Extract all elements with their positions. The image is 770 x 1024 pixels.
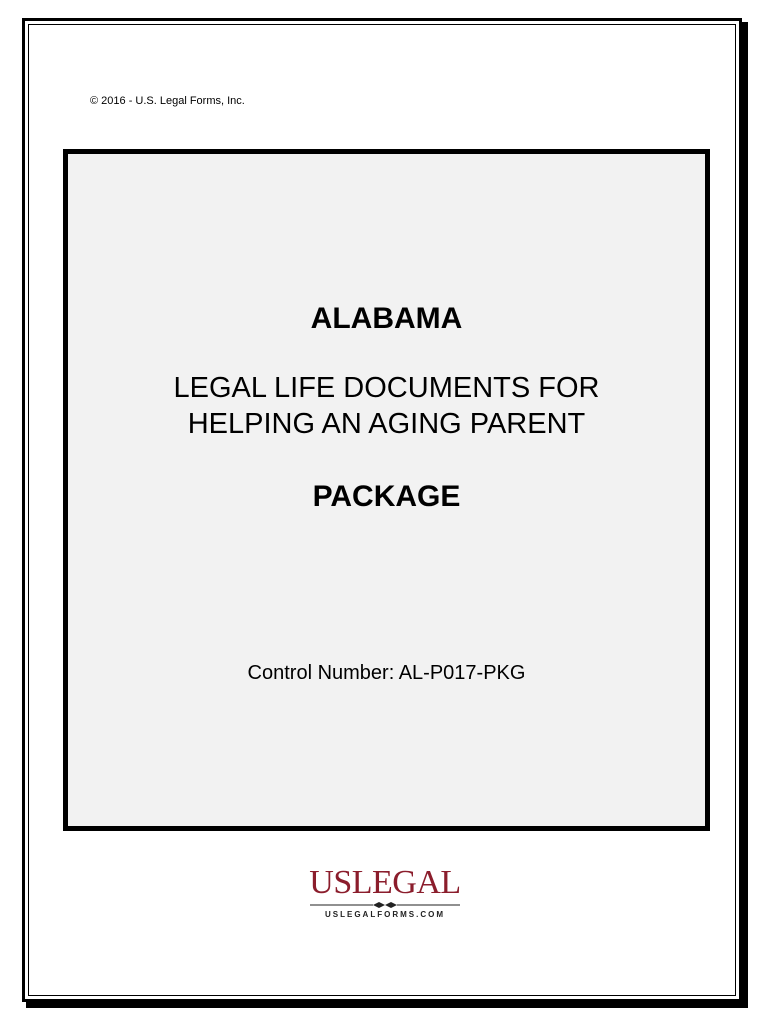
document-title-line-2: HELPING AN AGING PARENT: [187, 408, 586, 440]
document-title: [68, 370, 705, 442]
page-border-shadow-right: [742, 22, 748, 1006]
page-border-shadow-bottom: [26, 1002, 748, 1008]
copyright-notice: © 2016 - U.S. Legal Forms, Inc.: [90, 95, 245, 107]
logo-brand-wordmark: USLEGAL: [309, 864, 461, 901]
package-label: PACKAGE: [312, 480, 461, 513]
logo-website: USLEGALFORMS.COM: [325, 910, 445, 919]
logo-brand-text: [305, 866, 465, 900]
title-box: [63, 149, 710, 831]
eagle-emblem-icon: [305, 900, 465, 910]
uslegal-logo: [305, 866, 465, 926]
control-number: Control Number: AL-P017-PKG: [247, 662, 526, 684]
state-heading: ALABAMA: [310, 302, 463, 335]
document-title-line-1: LEGAL LIFE DOCUMENTS FOR: [173, 372, 600, 404]
